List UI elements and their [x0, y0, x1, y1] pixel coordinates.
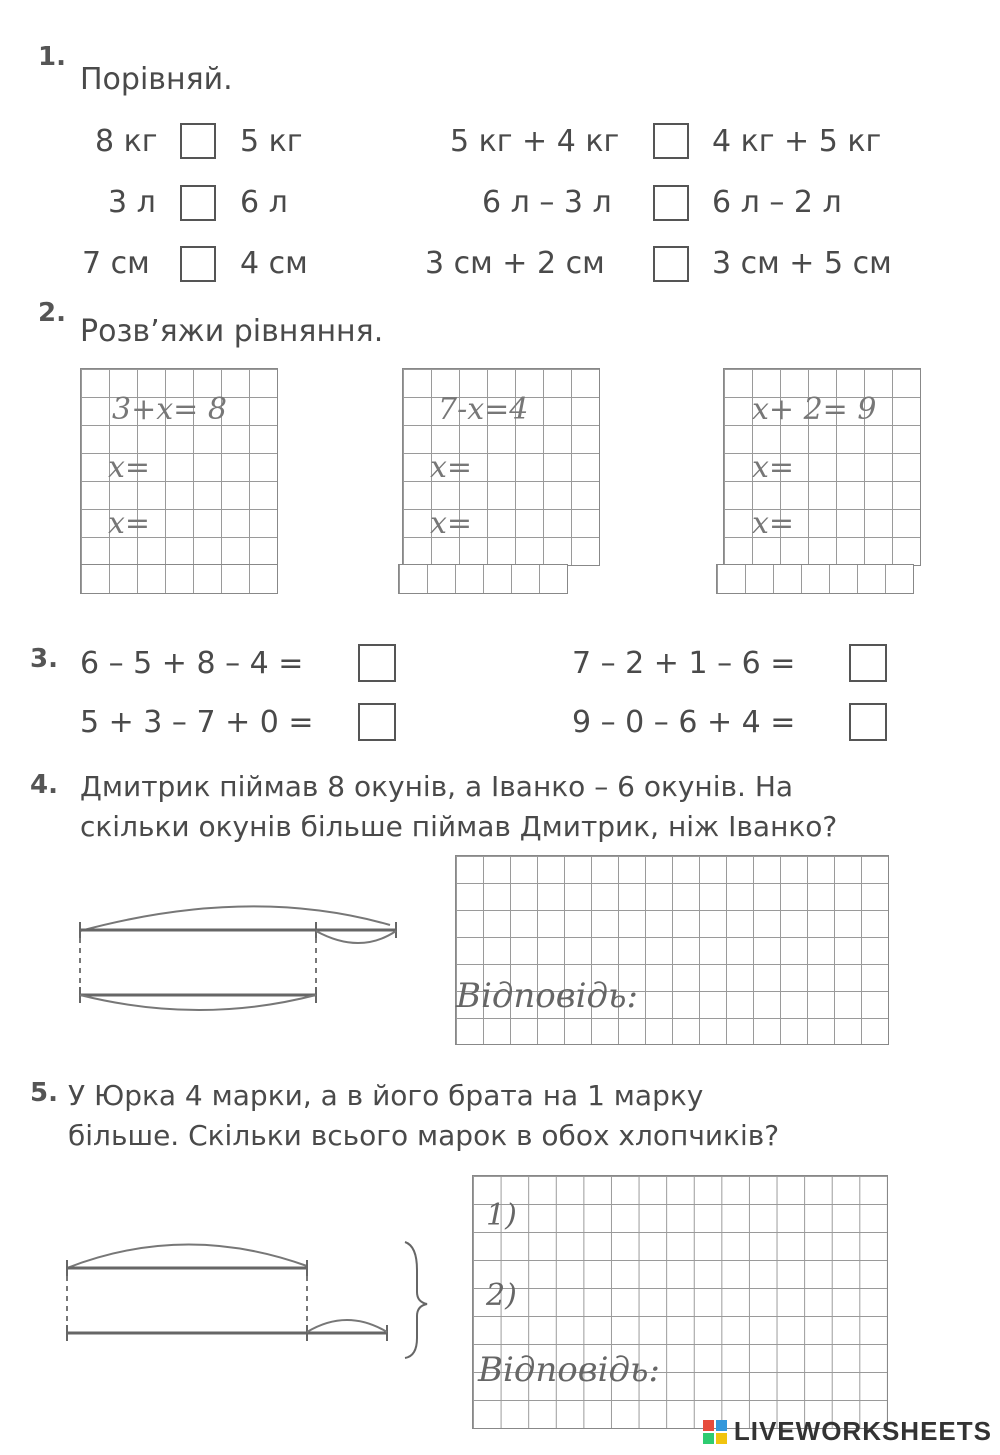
task4-number: 4. [30, 770, 58, 800]
task3-expr-3: 5 + 3 – 7 + 0 = [80, 705, 314, 740]
task1-number: 1. [38, 42, 66, 72]
task5-diff-arc [307, 1320, 387, 1332]
task1-r1-left-b: 5 кг [240, 124, 303, 159]
task1-r1-left-a: 8 кг [95, 124, 158, 159]
task4-diagram [70, 895, 410, 1025]
task5-step2: 2) [486, 1278, 517, 1313]
task1-title: Порівняй. [80, 62, 233, 97]
task5-brace [405, 1242, 427, 1358]
task1-r3-right-b: 3 см + 5 см [712, 246, 892, 281]
task2-title: Розв’яжи рівняння. [80, 314, 384, 349]
equation-2-line1: x= [430, 450, 473, 485]
liveworksheets-logo [702, 1416, 992, 1447]
equation-3-line2: x= [752, 506, 795, 541]
equation-1-line2: x= [108, 506, 151, 541]
task4-text-line1: Дмитрик піймав 8 окунів, а Іванко – 6 окунів. На [80, 770, 794, 803]
equation-2: 7-x=4 [438, 392, 529, 427]
task5-top-arc [67, 1244, 307, 1268]
liveworksheets-logo-icon [702, 1419, 728, 1445]
task4-text-line2: скільки окунів більше піймав Дмитрик, ніж Іванко? [80, 810, 838, 843]
task5-text-line2: більше. Скільки всього марок в обох хлопчиків? [68, 1119, 780, 1152]
task5-step1: 1) [486, 1198, 517, 1233]
answer-box-3[interactable] [358, 703, 396, 741]
task1-r2-left-a: 3 л [108, 185, 156, 220]
task5-diagram [55, 1230, 435, 1370]
equation-3-line1: x= [752, 450, 795, 485]
equation-2-line2: x= [430, 506, 473, 541]
task4-solution-grid[interactable] [455, 855, 889, 1045]
task1-r1-right-b: 4 кг + 5 кг [712, 124, 882, 159]
answer-box-4[interactable] [849, 703, 887, 741]
compare-box-3[interactable] [180, 185, 216, 221]
compare-box-4[interactable] [653, 185, 689, 221]
task1-r3-left-b: 4 см [240, 246, 308, 281]
task5-answer-label: Відповідь: [478, 1350, 660, 1390]
equation-strip-3[interactable] [716, 564, 914, 594]
equation-1: 3+x= 8 [112, 392, 227, 427]
equation-3: x+ 2= 9 [752, 392, 877, 427]
equation-strip-2[interactable] [398, 564, 568, 594]
task3-expr-1: 6 – 5 + 8 – 4 = [80, 646, 304, 681]
task2-number: 2. [38, 298, 66, 328]
answer-box-2[interactable] [849, 644, 887, 682]
equation-1-line1: x= [108, 450, 151, 485]
liveworksheets-logo-text: LIVEWORKSHEETS [733, 1416, 992, 1446]
task1-r3-left-a: 7 см [82, 246, 150, 281]
task4-top-arc [80, 906, 390, 931]
compare-box-2[interactable] [653, 123, 689, 159]
compare-box-5[interactable] [180, 246, 216, 282]
task1-r3-right-a: 3 см + 2 см [425, 246, 605, 281]
task1-r1-right-a: 5 кг + 4 кг [450, 124, 620, 159]
compare-box-1[interactable] [180, 123, 216, 159]
task4-answer-label: Відповідь: [456, 976, 638, 1016]
task3-expr-2: 7 – 2 + 1 – 6 = [572, 646, 796, 681]
task1-r2-right-a: 6 л – 3 л [482, 185, 612, 220]
task5-number: 5. [30, 1078, 58, 1108]
task5-solution-grid[interactable] [472, 1175, 888, 1429]
answer-box-1[interactable] [358, 644, 396, 682]
task1-r2-right-b: 6 л – 2 л [712, 185, 842, 220]
task3-expr-4: 9 – 0 – 6 + 4 = [572, 705, 796, 740]
task5-text-line1: У Юрка 4 марки, а в його брата на 1 марку [68, 1079, 704, 1112]
task4-diff-arc [316, 931, 396, 943]
equation-strip-1[interactable] [80, 564, 278, 594]
task3-number: 3. [30, 644, 58, 674]
task1-r2-left-b: 6 л [240, 185, 288, 220]
compare-box-6[interactable] [653, 246, 689, 282]
task4-bottom-arc [80, 995, 316, 1010]
